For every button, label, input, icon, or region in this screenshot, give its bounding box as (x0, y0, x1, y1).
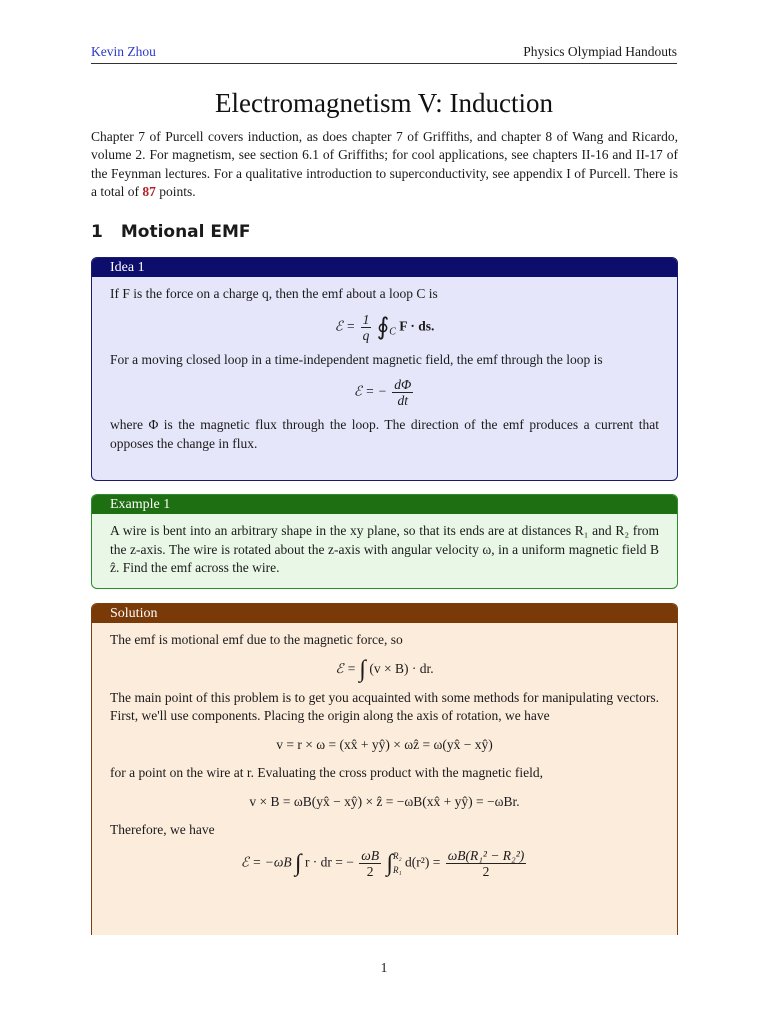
example-body: A wire is bent into an arbitrary shape in the xy plane, so that its ends are at distances R₁ and R₂ from the z-axis. The wire is rotated about the z-axis with angular velocity ω, in a uniform magnetic field B ẑ. Find the emf across the wire. (110, 523, 659, 575)
frac-den: dt (397, 393, 409, 408)
solution-equation-1 (110, 656, 659, 683)
solution-body (92, 623, 677, 895)
example-heading: Example 1 (92, 495, 677, 514)
upper-limit: R₂ (393, 851, 402, 862)
solution-box (91, 603, 678, 935)
idea-line-2: For a moving closed loop in a time-independent magnetic field, the emf through the loop is (110, 351, 603, 367)
solution-line-2: The main point of this problem is to get you acquainted with some methods for manipulating vectors. First, we'll use components. Placing the origin along the axis of rotation, we have (110, 689, 659, 724)
example-box (91, 494, 678, 589)
idea-heading: Idea 1 (92, 258, 677, 277)
eq-mid: r · dr = − (304, 854, 354, 870)
solution-equation-2: v = r × ω = (xx̂ + yŷ) × ωẑ = ω(yx̂ − xŷ) (276, 736, 493, 752)
section-heading (91, 222, 251, 242)
idea-equation-2 (110, 377, 659, 408)
idea-line-1: If F is the force on a charge q, then the emf about a loop C is (110, 286, 438, 301)
eq-lhs: ℰ = (335, 660, 357, 676)
idea-body (92, 277, 677, 461)
page-number: 1 (380, 960, 388, 975)
eq-fraction-2 (446, 848, 527, 879)
eq-lhs: ℰ = (334, 318, 356, 334)
frac-num: ωB (361, 847, 380, 863)
lower-limit: R₁ (393, 865, 402, 876)
contour-integral-sign: ∮ (376, 313, 390, 340)
solution-line-1: The emf is motional emf due to the magnetic force, so (110, 632, 403, 647)
intro-paragraph (91, 128, 678, 201)
eq2-fraction (392, 377, 413, 408)
eq-lhs: ℰ = −ωB (240, 854, 292, 870)
page-title: Electromagnetism V: Induction (215, 88, 553, 118)
series-title: Physics Olympiad Handouts (523, 44, 677, 59)
eq-rhs: (v × B) · dr. (369, 660, 434, 676)
eq2-lhs: ℰ = − (353, 383, 387, 399)
integral-subscript: C (389, 325, 396, 337)
eq-rhs: F · ds. (399, 318, 435, 334)
frac-num: ωB(R₁² − R₂²) (447, 847, 525, 863)
eq-fraction (361, 312, 372, 343)
idea-line-3: where Φ is the magnetic flux through the loop. The direction of the emf produces a current that opposes the change in flux. (110, 417, 659, 451)
total-points: 87 (142, 183, 156, 199)
idea-box (91, 257, 678, 481)
eq-after: d(r²) = (405, 854, 441, 870)
author-name: Kevin Zhou (91, 44, 156, 59)
integral-limits (393, 849, 402, 877)
solution-equation-3: v × B = ωB(yx̂ − xŷ) × ẑ = −ωB(xx̂ + yŷ) = −ωBr. (249, 793, 520, 809)
section-title: Motional EMF (120, 222, 251, 242)
solution-heading: Solution (92, 604, 677, 623)
intro-text: Chapter 7 of Purcell covers induction, as does chapter 7 of Griffiths, and chapter 8 of Wang and Ricardo, volume 2. For magnetism, see section 6.1 of Griffiths; for cool applications, see chapters II-16 and II-17 of the Feynman lectures. For a qualitative introduction to superconductivity, see appendix I of Purcell. There is a total of (91, 129, 678, 199)
solution-line-4: Therefore, we have (110, 822, 215, 838)
frac-num: dΦ (394, 377, 412, 392)
eq-fraction-1 (359, 848, 381, 879)
section-number: 1 (91, 222, 103, 242)
definite-integral-sign: ∫ (386, 849, 394, 876)
frac-den: 2 (366, 863, 374, 879)
integral-sign: ∫ (359, 656, 366, 683)
idea-equation-1 (110, 312, 659, 343)
frac-num: 1 (362, 311, 370, 327)
frac-den: 2 (482, 863, 490, 879)
page-header (91, 44, 677, 64)
integral-sign: ∫ (294, 849, 302, 876)
solution-line-3: for a point on the wire at r. Evaluating the cross product with the magnetic field, (110, 765, 544, 781)
solution-equation-4 (110, 848, 659, 879)
frac-den: q (362, 327, 370, 343)
intro-text-end: points. (155, 183, 196, 199)
